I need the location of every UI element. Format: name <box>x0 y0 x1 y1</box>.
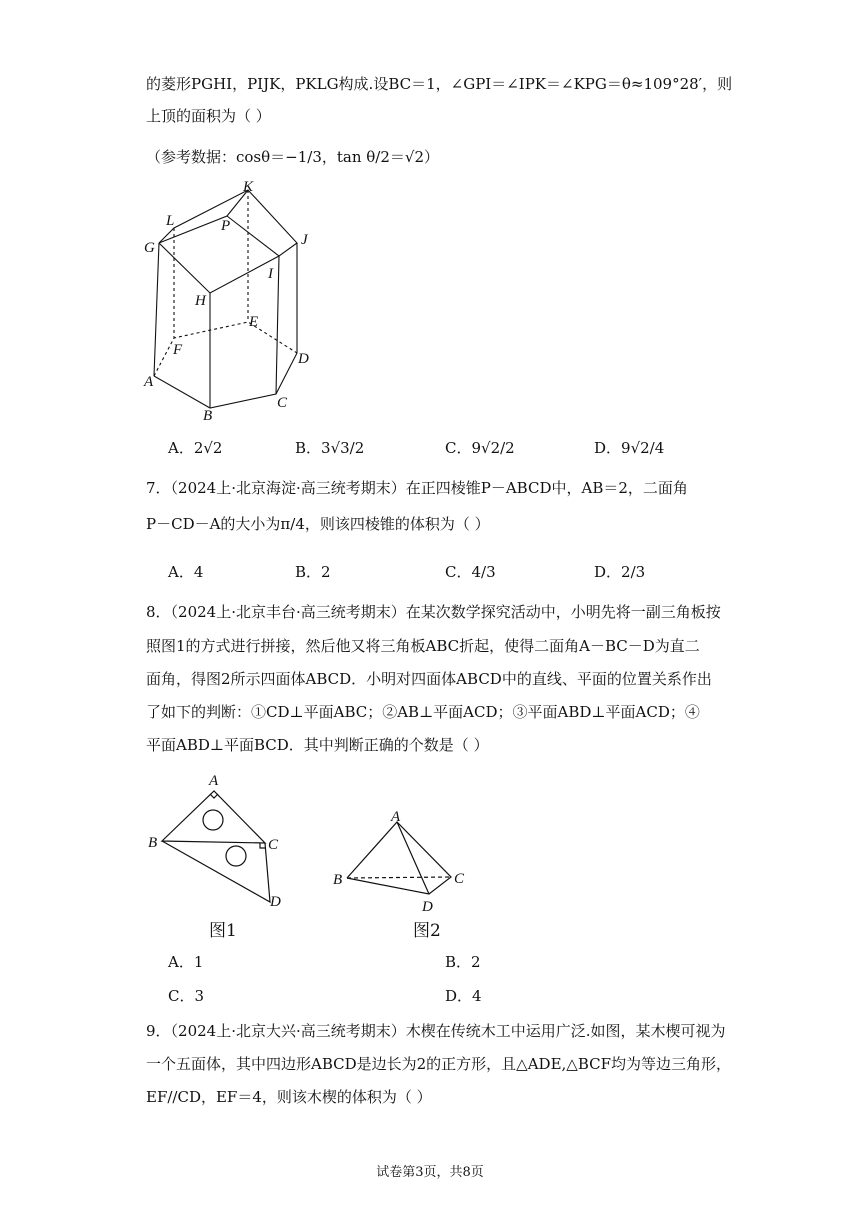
q8-figure-2 <box>325 805 475 915</box>
q8-option-d: D．4 <box>445 987 482 1005</box>
q6-label-l: L <box>166 213 175 229</box>
q6-label-c: C <box>277 395 288 411</box>
q6-label-i: I <box>268 266 273 282</box>
q6-label-k: K <box>243 179 254 195</box>
q7-option-c: C．4/3 <box>445 563 496 581</box>
q9-line-2: 一个五面体，其中四边形ABCD是边长为2的正方形，且△ADE,△BCF均为等边三角形， <box>146 1055 732 1073</box>
fig2-caption: 图2 <box>413 921 441 941</box>
fig1-label-a: A <box>209 773 219 789</box>
q6-option-a: A．2√2 <box>168 439 223 457</box>
q6-line-1: 的菱形PGHI，PIJK，PKLG构成.设BC＝1，∠GPI＝∠IPK＝∠KPG＝θ≈109°28′，则 <box>146 75 733 93</box>
q8-figure-1 <box>140 765 300 915</box>
fig1-label-d: D <box>270 894 281 910</box>
q8-option-b: B．2 <box>445 953 481 971</box>
q6-prism-figure <box>140 178 330 423</box>
q9-line-1: 9．（2024上·北京大兴·高三统考期末）木楔在传统木工中运用广泛.如图，某木楔可视为 <box>146 1022 726 1040</box>
q8-option-a: A．1 <box>168 953 204 971</box>
q7-option-b: B．2 <box>295 563 331 581</box>
fig1-label-b: B <box>148 835 158 851</box>
q6-label-b: B <box>203 408 213 423</box>
page-footer: 试卷第3页，共8页 <box>376 1165 484 1180</box>
q9-line-3: EF//CD，EF＝4，则该木楔的体积为（ ） <box>146 1088 432 1106</box>
q8-option-c: C．3 <box>168 987 205 1005</box>
fig1-label-c: C <box>268 837 279 853</box>
q8-line-2: 照图1的方式进行拼接，然后他又将三角板ABC折起，使得二面角A－BC－D为直二 <box>146 637 700 655</box>
q6-label-d: D <box>298 351 309 367</box>
q6-label-g: G <box>144 240 155 256</box>
q6-option-d: D．9√2/4 <box>594 439 665 457</box>
q7-option-a: A．4 <box>168 563 204 581</box>
fig2-label-a: A <box>391 809 401 825</box>
q8-line-5: 平面ABD⊥平面BCD．其中判断正确的个数是（ ） <box>146 736 489 754</box>
q7-line-1: 7．（2024上·北京海淀·高三统考期末）在正四棱锥P－ABCD中，AB＝2，二面角 <box>146 479 688 497</box>
q8-line-3: 面角，得图2所示四面体ABCD．小明对四面体ABCD中的直线、平面的位置关系作出 <box>146 670 712 688</box>
fig2-label-d: D <box>422 899 433 915</box>
q6-label-h: H <box>195 293 206 309</box>
q8-line-1: 8．（2024上·北京丰台·高三统考期末）在某次数学探究活动中，小明先将一副三角板按 <box>146 603 721 621</box>
q6-label-p: P <box>221 218 231 234</box>
q6-label-j: J <box>301 232 308 248</box>
q7-line-2: P－CD－A的大小为π/4，则该四棱锥的体积为（ ） <box>146 515 490 533</box>
q6-label-f: F <box>173 342 183 358</box>
q6-line-2: 上顶的面积为（ ） <box>146 107 271 125</box>
fig2-label-c: C <box>454 871 465 887</box>
q6-label-a: A <box>144 374 154 390</box>
fig1-caption: 图1 <box>209 921 237 941</box>
q6-reference-data: （参考数据：cosθ＝−1/3，tan θ/2＝√2） <box>146 148 439 166</box>
q6-label-e: E <box>249 314 259 330</box>
q6-option-c: C．9√2/2 <box>445 439 515 457</box>
q6-option-b: B．3√3/2 <box>295 439 365 457</box>
fig2-label-b: B <box>333 872 343 888</box>
q7-option-d: D．2/3 <box>594 563 646 581</box>
q8-line-4: 了如下的判断：①CD⊥平面ABC；②AB⊥平面ACD；③平面ABD⊥平面ACD；④ <box>146 703 700 721</box>
